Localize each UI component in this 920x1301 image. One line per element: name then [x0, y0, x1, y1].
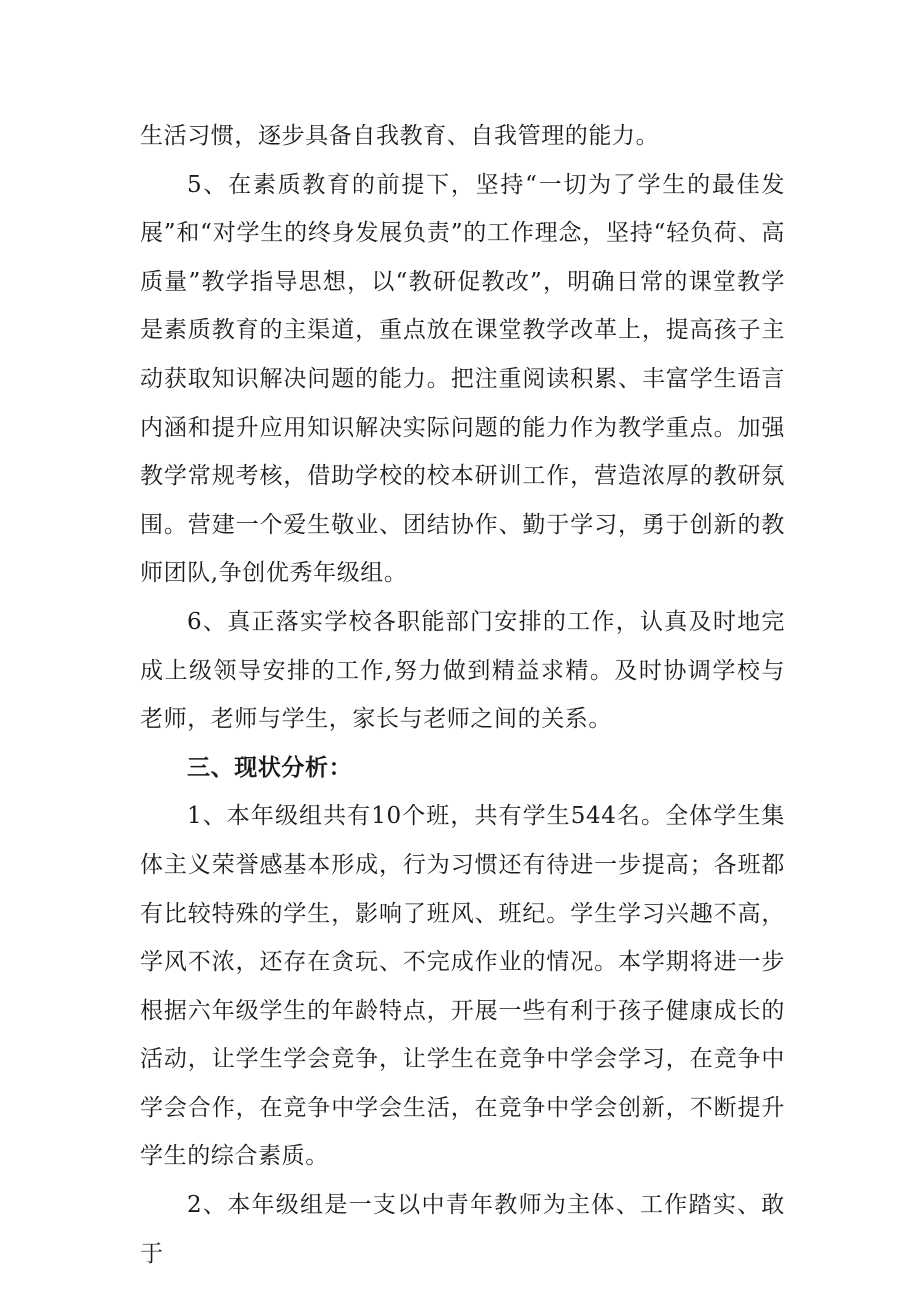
paragraph-item-6: 6、真正落实学校各职能部门安排的工作，认真及时地完成上级领导安排的工作,努力做到精益求精。及时协调学校与老师，老师与学生，家长与老师之间的关系。: [140, 608, 785, 733]
paragraph-item-5: 5、在素质教育的前提下，坚持“一切为了学生的最佳发展”和“对学生的终身发展负责”的工作理念，坚持“轻负荷、高质量”教学指导思想，以“教研促教改”，明确日常的课堂教学是素质教育的主渠道，重点放在课堂教学改革上，提高孩子主动获取知识解决问题的能力。把注重阅读积累、丰富学生语言内涵和提升应用知识解决实际问题的能力作为教学重点。加强教学常规考核，借助学校的校本研训工作，营造浓厚的教研氛围。营建一个爱生敬业、团结协作、勤于学习，勇于创新的教师团队,争创优秀年级组。: [140, 171, 785, 587]
paragraph-status-1: 1、本年级组共有10个班，共有学生544名。全体学生集体主义荣誉感基本形成，行为习惯还有待进一步提高；各班都有比较特殊的学生，影响了班风、班纪。学生学习兴趣不高，学风不浓，还存在贪玩、不完成作业的情况。本学期将进一步根据六年级学生的年龄特点，开展一些有利于孩子健康成长的活动，让学生学会竞争，让学生在竞争中学会学习，在竞争中学会合作，在竞争中学会生活，在竞争中学会创新，不断提升学生的综合素质。: [140, 803, 785, 1170]
paragraph-continuation: 生活习惯，逐步具备自我教育、自我管理的能力。: [140, 123, 660, 149]
paragraph-status-2: 2、本年级组是一支以中青年教师为主体、工作踏实、敢于: [140, 1192, 785, 1267]
document-page: [140, 112, 785, 1278]
section-heading-status-analysis: 三、现状分析：: [187, 754, 353, 781]
